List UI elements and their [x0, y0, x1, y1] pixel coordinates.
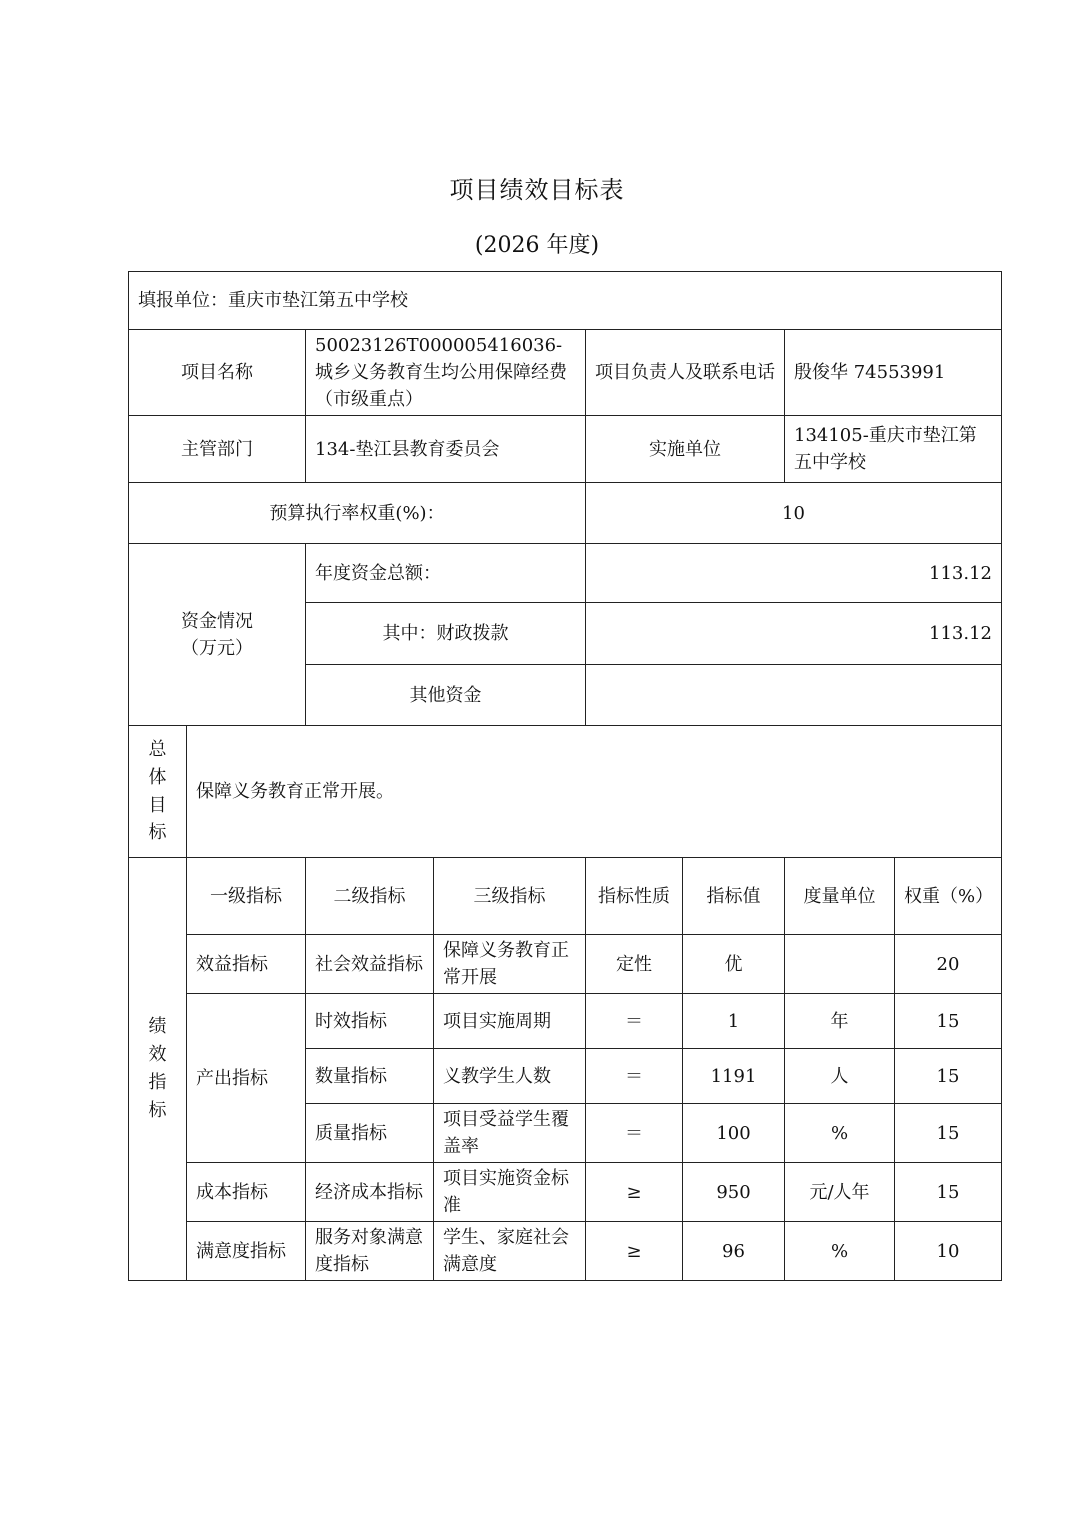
goal-label-char: 目 — [148, 794, 167, 816]
table-row — [129, 994, 1002, 1049]
performance-target-table — [128, 271, 1002, 1281]
funds-fiscal-label: 其中：财政拨款 — [306, 603, 586, 665]
level3-cell: 项目受益学生覆盖率 — [434, 1104, 586, 1163]
table-row — [129, 935, 1002, 994]
unit-cell: 元/人年 — [785, 1163, 895, 1222]
overall-goal-row — [129, 726, 1002, 858]
indicators-label-char: 绩 — [148, 1016, 167, 1038]
level1-cell: 效益指标 — [187, 935, 306, 994]
funds-other-label: 其他资金 — [306, 665, 586, 726]
budget-weight-label: 预算执行率权重(%)： — [129, 483, 586, 544]
performance-indicators-label — [129, 858, 187, 1281]
budget-weight-value: 10 — [586, 483, 1002, 544]
funds-label-line1: 资金情况 — [181, 610, 253, 632]
funds-fiscal-value: 113.12 — [586, 603, 1002, 665]
funds-total-label: 年度资金总额： — [306, 544, 586, 603]
weight-cell: 15 — [895, 1049, 1002, 1104]
level2-cell: 服务对象满意度指标 — [306, 1222, 434, 1281]
header-weight: 权重（%） — [895, 858, 1002, 935]
funds-label-line2: （万元） — [181, 637, 253, 659]
level2-cell: 社会效益指标 — [306, 935, 434, 994]
level3-cell: 项目实施周期 — [434, 994, 586, 1049]
unit-cell — [785, 935, 895, 994]
value-cell: 优 — [683, 935, 785, 994]
unit-cell: % — [785, 1104, 895, 1163]
weight-cell: 20 — [895, 935, 1002, 994]
unit-cell: 人 — [785, 1049, 895, 1104]
nature-cell: 定性 — [586, 935, 683, 994]
header-level1: 一级指标 — [187, 858, 306, 935]
level3-cell: 学生、家庭社会满意度 — [434, 1222, 586, 1281]
nature-cell: ＝ — [586, 994, 683, 1049]
value-cell: 100 — [683, 1104, 785, 1163]
level2-cell: 质量指标 — [306, 1104, 434, 1163]
level1-cell: 成本指标 — [187, 1163, 306, 1222]
level1-cell: 满意度指标 — [187, 1222, 306, 1281]
header-nature: 指标性质 — [586, 858, 683, 935]
page-title: 项目绩效目标表 — [449, 176, 625, 204]
weight-cell: 10 — [895, 1222, 1002, 1281]
level3-cell: 义教学生人数 — [434, 1049, 586, 1104]
nature-cell: ＝ — [586, 1049, 683, 1104]
unit-cell: % — [785, 1222, 895, 1281]
weight-cell: 15 — [895, 994, 1002, 1049]
table-row — [129, 1163, 1002, 1222]
dept-value: 134-垫江县教育委员会 — [306, 416, 586, 483]
report-unit-row — [129, 272, 1002, 330]
indicator-header-row — [129, 858, 1002, 935]
level3-cell: 保障义务教育正常开展 — [434, 935, 586, 994]
level2-cell: 数量指标 — [306, 1049, 434, 1104]
contact-label: 项目负责人及联系电话 — [586, 330, 785, 416]
contact-value: 殷俊华 74553991 — [785, 330, 1002, 416]
goal-label-char: 总 — [148, 738, 167, 760]
impl-unit-value: 134105-重庆市垫江第五中学校 — [785, 416, 1002, 483]
header-level2: 二级指标 — [306, 858, 434, 935]
value-cell: 1 — [683, 994, 785, 1049]
department-row — [129, 416, 1002, 483]
impl-unit-label: 实施单位 — [586, 416, 785, 483]
budget-weight-row — [129, 483, 1002, 544]
table-row — [129, 1222, 1002, 1281]
funds-other-value — [586, 665, 1002, 726]
value-cell: 1191 — [683, 1049, 785, 1104]
goal-label-char: 标 — [148, 822, 167, 844]
page-subtitle: (2026 年度) — [474, 233, 600, 258]
value-cell: 950 — [683, 1163, 785, 1222]
funds-label — [129, 544, 306, 726]
weight-cell: 15 — [895, 1163, 1002, 1222]
project-name-row — [129, 330, 1002, 416]
nature-cell: ＝ — [586, 1104, 683, 1163]
overall-goal-text: 保障义务教育正常开展。 — [187, 726, 1002, 858]
goal-label-char: 体 — [148, 766, 167, 788]
indicators-label-char: 指 — [148, 1072, 167, 1093]
header-unit: 度量单位 — [785, 858, 895, 935]
project-name-value: 50023126T000005416036-城乡义务教育生均公用保障经费（市级重点） — [306, 330, 586, 416]
funds-total-row — [129, 544, 1002, 603]
output-level1-cell: 产出指标 — [187, 994, 306, 1163]
indicators-label-char: 效 — [148, 1044, 167, 1066]
level2-cell: 时效指标 — [306, 994, 434, 1049]
level2-cell: 经济成本指标 — [306, 1163, 434, 1222]
header-level3: 三级指标 — [434, 858, 586, 935]
value-cell: 96 — [683, 1222, 785, 1281]
weight-cell: 15 — [895, 1104, 1002, 1163]
dept-label: 主管部门 — [129, 416, 306, 483]
report-unit: 填报单位：重庆市垫江第五中学校 — [129, 272, 1002, 330]
nature-cell: ≥ — [586, 1222, 683, 1281]
funds-total-value: 113.12 — [586, 544, 1002, 603]
header-value: 指标值 — [683, 858, 785, 935]
project-name-label: 项目名称 — [129, 330, 306, 416]
overall-goal-label — [129, 726, 187, 858]
indicators-label-char: 标 — [148, 1099, 167, 1121]
level3-cell: 项目实施资金标准 — [434, 1163, 586, 1222]
nature-cell: ≥ — [586, 1163, 683, 1222]
unit-cell: 年 — [785, 994, 895, 1049]
